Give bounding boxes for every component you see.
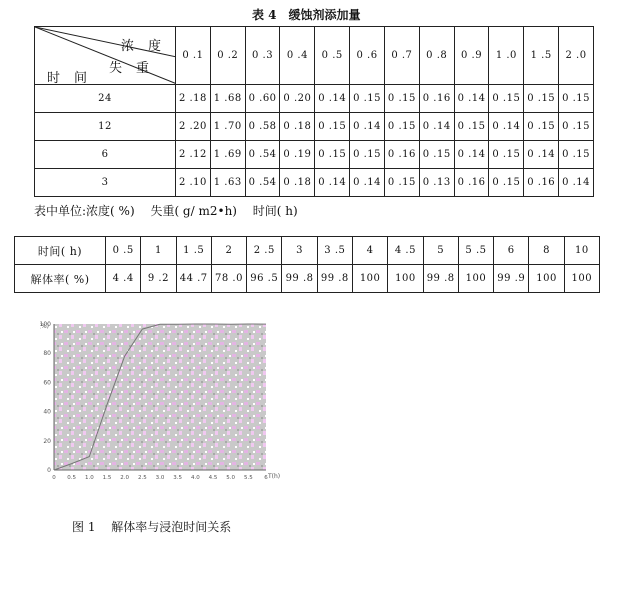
concentration-header: 1 .0 [489,27,524,85]
value-cell: 0 .14 [524,141,559,169]
concentration-header: 0 .6 [350,27,385,85]
diagonal-header-cell [35,27,176,85]
time-cell: 12 [35,113,176,141]
value-cell: 0 .15 [454,113,489,141]
time-cell: 5 [423,237,458,265]
y-tick-label: 80 [43,350,51,358]
concentration-header: 0 .8 [419,27,454,85]
value-cell: 0 .54 [245,141,280,169]
value-cell: 0 .15 [384,113,419,141]
value-cell: 0 .15 [315,141,350,169]
x-tick-label: 3.0 [155,475,165,481]
concentration-header: 0 .4 [280,27,315,85]
time-cell: 2 .5 [247,237,282,265]
rate-cell: 96 .5 [247,265,282,293]
value-cell: 0 .15 [384,169,419,197]
value-cell: 2 .18 [176,85,211,113]
value-cell: 0 .16 [419,85,454,113]
value-cell: 2 .12 [176,141,211,169]
value-cell: 2 .10 [176,169,211,197]
value-cell: 0 .15 [489,141,524,169]
value-cell: 0 .14 [559,169,594,197]
value-cell: 0 .15 [559,113,594,141]
value-cell: 0 .14 [419,113,454,141]
figure-caption: 图 1 解体率与浸泡时间关系 [72,520,232,534]
value-cell: 0 .14 [489,113,524,141]
disintegration-chart [40,318,296,488]
value-cell: 0 .14 [454,85,489,113]
y-tick-label: 40 [43,408,51,416]
time-cell: 10 [564,237,599,265]
value-cell: 0 .58 [245,113,280,141]
table-row [35,169,594,197]
time-cell: 0 .5 [106,237,141,265]
concentration-header: 2 .0 [559,27,594,85]
value-cell: 1 .70 [210,113,245,141]
value-cell: 0 .18 [280,113,315,141]
time-cell: 3 .5 [317,237,352,265]
y-tick-label: 0 [47,467,51,474]
value-cell: 0 .15 [559,141,594,169]
time-cell: 4 [352,237,387,265]
x-tick-label: 4.0 [190,475,200,481]
x-tick-label: 0 [52,475,56,481]
units-note: 表中单位:浓度( %) 失重( g/ m2•h) 时间( h) [34,204,298,218]
x-tick-label: 2.0 [120,475,130,481]
value-cell: 0 .15 [419,141,454,169]
value-cell: 0 .16 [384,141,419,169]
rate-cell: 99 .8 [282,265,317,293]
time-label-cell: 时间( h) [15,237,106,265]
value-cell: 0 .14 [350,113,385,141]
value-cell: 0 .15 [350,141,385,169]
x-tick-label: 4.5 [208,475,218,481]
disintegration-rate-table [14,236,600,293]
value-cell: 0 .15 [489,85,524,113]
concentration-header: 0 .2 [210,27,245,85]
time-cell: 8 [529,237,564,265]
value-cell: 1 .69 [210,141,245,169]
time-cell: 6 [494,237,529,265]
value-cell: 0 .15 [489,169,524,197]
rate-label-cell: 解体率( %) [15,265,106,293]
value-cell: 0 .16 [454,169,489,197]
x-unit-label: T(h) [268,473,281,480]
x-tick-label: 1.0 [84,475,94,481]
value-cell: 1 .63 [210,169,245,197]
table4-title: 表 4 缓蚀剂添加量 [252,8,361,22]
rate-cell: 4 .4 [106,265,141,293]
value-cell: 0 .15 [559,85,594,113]
time-cell: 24 [35,85,176,113]
table-row [35,141,594,169]
corrosion-inhibitor-table [34,26,594,197]
value-cell: 0 .54 [245,169,280,197]
table-row [15,237,600,265]
y-unit-label: %) [40,323,50,330]
time-cell: 3 [282,237,317,265]
x-tick-label: 5.5 [243,475,253,481]
concentration-header: 0 .1 [176,27,211,85]
chart-svg [40,318,296,488]
value-cell: 0 .60 [245,85,280,113]
table-row [15,265,600,293]
rate-cell: 99 .8 [317,265,352,293]
value-cell: 0 .14 [350,169,385,197]
table-row [35,113,594,141]
rate-cell: 100 [352,265,387,293]
corner-label-time: 时 间 [47,71,88,85]
corner-label-concentration: 浓 度 [121,39,162,54]
table-header-row [35,27,594,85]
value-cell: 0 .16 [524,169,559,197]
concentration-header: 0 .3 [245,27,280,85]
value-cell: 0 .15 [524,113,559,141]
x-tick-label: 3.5 [173,475,183,481]
value-cell: 0 .20 [280,85,315,113]
y-tick-label: 20 [43,437,51,445]
table-row [35,85,594,113]
time-cell: 5 .5 [458,237,493,265]
corner-label-weight-loss: 失 重 [109,61,150,76]
rate-cell: 78 .0 [211,265,246,293]
value-cell: 0 .14 [315,85,350,113]
value-cell: 0 .15 [350,85,385,113]
value-cell: 0 .14 [315,169,350,197]
time-cell: 6 [35,141,176,169]
value-cell: 0 .18 [280,169,315,197]
concentration-header: 0 .5 [315,27,350,85]
x-tick-label: 1.5 [102,475,112,481]
rate-cell: 100 [388,265,423,293]
x-tick-label: 5.0 [226,475,236,481]
rate-cell: 9 .2 [141,265,176,293]
value-cell: 0 .14 [454,141,489,169]
rate-cell: 99 .9 [494,265,529,293]
value-cell: 0 .15 [315,113,350,141]
rate-cell: 100 [529,265,564,293]
rate-cell: 100 [564,265,599,293]
time-cell: 2 [211,237,246,265]
rate-cell: 99 .8 [423,265,458,293]
value-cell: 1 .68 [210,85,245,113]
concentration-header: 0 .9 [454,27,489,85]
concentration-header: 0 .7 [384,27,419,85]
time-cell: 4 .5 [388,237,423,265]
y-tick-label: 100 [40,321,51,328]
x-tick-label: 6 [264,475,268,481]
value-cell: 2 .20 [176,113,211,141]
x-tick-label: 2.5 [137,475,147,481]
value-cell: 0 .15 [384,85,419,113]
time-cell: 1 [141,237,176,265]
time-cell: 3 [35,169,176,197]
value-cell: 0 .13 [419,169,454,197]
plot-background [54,324,266,470]
y-tick-label: 60 [43,379,51,387]
rate-cell: 100 [458,265,493,293]
concentration-header: 1 .5 [524,27,559,85]
value-cell: 0 .19 [280,141,315,169]
rate-cell: 44 .7 [176,265,211,293]
time-cell: 1 .5 [176,237,211,265]
x-tick-label: 0.5 [67,475,77,481]
value-cell: 0 .15 [524,85,559,113]
